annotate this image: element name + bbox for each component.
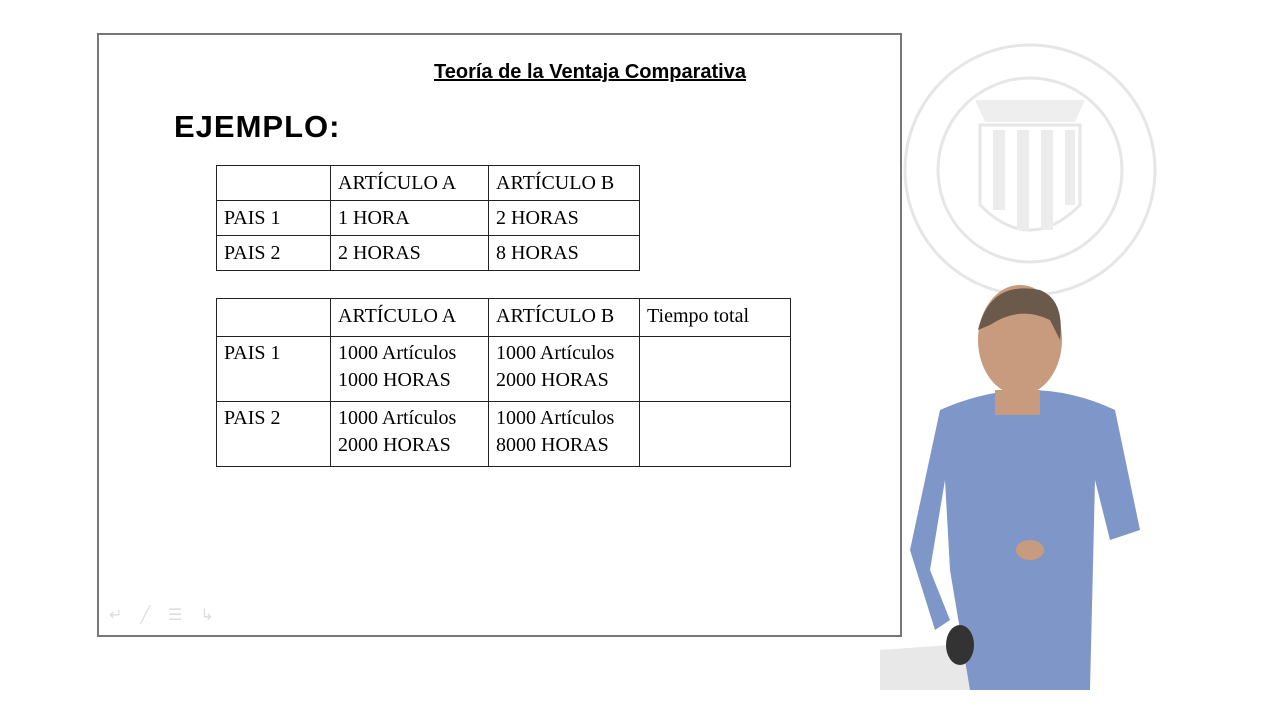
table-cell: ARTÍCULO B <box>489 166 640 201</box>
table-header-row <box>217 299 791 337</box>
table-cell <box>331 337 489 402</box>
table-cell: ARTÍCULO A <box>331 166 489 201</box>
table-cell: PAIS 1 <box>217 337 331 402</box>
cell-line: 2000 HORAS <box>496 369 609 391</box>
cell-line: 1000 Artículos <box>496 342 615 364</box>
cell-line: 2000 HORAS <box>338 434 451 456</box>
table-cell: 1 HORA <box>331 201 489 236</box>
cell-line: 8000 HORAS <box>496 434 609 456</box>
table-cell <box>217 299 331 337</box>
table-cell: PAIS 2 <box>217 402 331 467</box>
table-row <box>217 236 640 271</box>
table-cell <box>640 402 791 467</box>
production-table <box>216 298 791 467</box>
cell-line: 1000 Artículos <box>338 342 457 364</box>
table-cell: ARTÍCULO B <box>489 299 640 337</box>
table-cell: 8 HORAS <box>489 236 640 271</box>
table-header-row <box>217 166 640 201</box>
table-row <box>217 402 791 467</box>
menu-icon[interactable]: ☰ <box>168 605 183 624</box>
cell-line: 1000 Artículos <box>496 407 615 429</box>
cell-line: 1000 Artículos <box>338 407 457 429</box>
table-cell <box>489 337 640 402</box>
table-cell: ARTÍCULO A <box>331 299 489 337</box>
presenter-video <box>880 280 1150 690</box>
university-seal-watermark <box>895 30 1165 310</box>
table-cell: 2 HORAS <box>489 201 640 236</box>
slide-heading: EJEMPLO: <box>174 109 341 144</box>
table-row <box>217 337 791 402</box>
table-cell <box>331 402 489 467</box>
cell-line: 1000 HORAS <box>338 369 451 391</box>
table-cell <box>217 166 331 201</box>
table-row <box>217 201 640 236</box>
table-cell: PAIS 2 <box>217 236 331 271</box>
slide-title: Teoría de la Ventaja Comparativa <box>434 61 746 83</box>
table-cell: PAIS 1 <box>217 201 331 236</box>
table-cell <box>489 402 640 467</box>
presentation-slide <box>97 33 902 637</box>
previous-icon[interactable]: ↵ <box>109 605 123 624</box>
next-icon[interactable]: ↳ <box>200 605 214 624</box>
table-cell: Tiempo total <box>640 299 791 337</box>
slideshow-toolbar <box>109 605 214 624</box>
table-cell <box>640 337 791 402</box>
hours-table <box>216 165 640 271</box>
table-cell: 2 HORAS <box>331 236 489 271</box>
pen-icon[interactable]: ╱ <box>140 605 151 624</box>
